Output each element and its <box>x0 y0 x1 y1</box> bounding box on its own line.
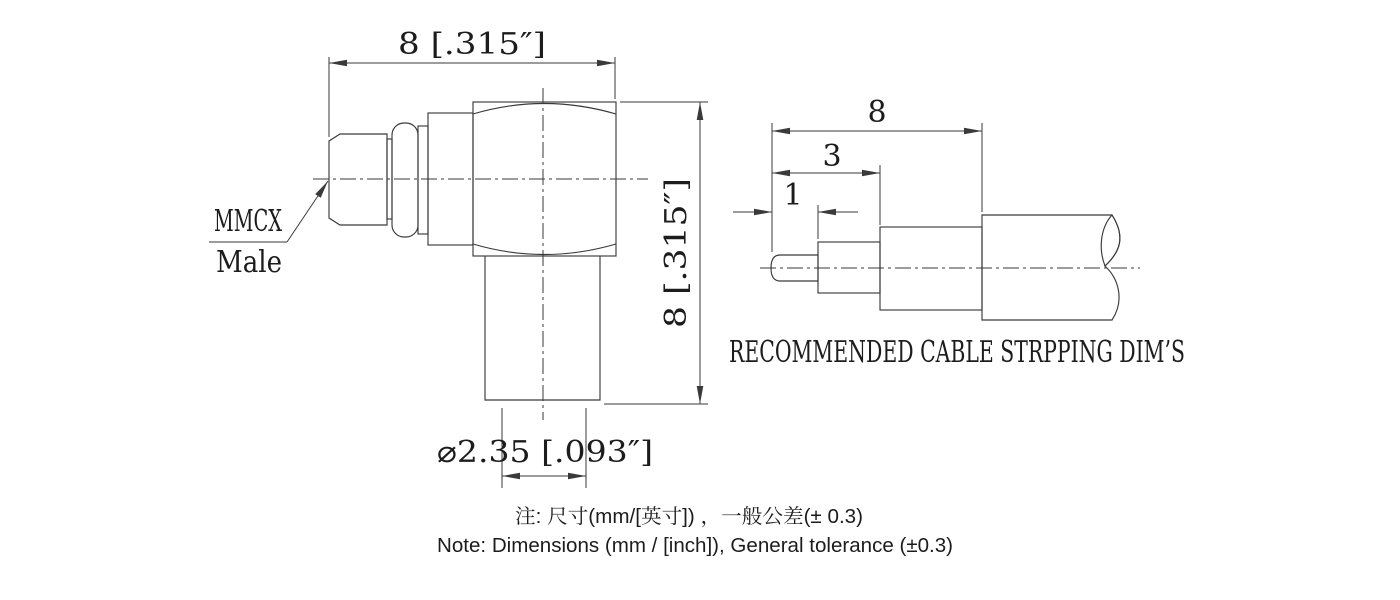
note-en: Note: Dimensions (mm / [inch]), General tolerance (±0.3) <box>437 535 953 557</box>
jacket-cut-hatch <box>1101 215 1120 266</box>
cable-caption: RECOMMENDED CABLE STRPPING DIM’S <box>729 335 1185 370</box>
strip-dim-total-label: 8 <box>867 95 887 130</box>
strip-dim-conductor-label: 1 <box>783 178 803 213</box>
coupling-ring <box>392 123 418 237</box>
connector-collar <box>418 126 428 234</box>
dim-width-label: 8 [.315″] <box>398 27 546 62</box>
cable-view-texts <box>729 95 1185 370</box>
cable-stripping-view <box>733 123 1140 320</box>
strip-dim-braid-label: 3 <box>822 139 842 174</box>
connector-type-label-line1: MMCX <box>214 204 283 239</box>
dim-diameter-label: ⌀2.35 [.093″] <box>437 435 653 470</box>
body-top-arc <box>473 104 616 115</box>
connector-front-view <box>209 57 708 488</box>
leader-line <box>287 181 328 242</box>
notes-block <box>437 505 953 557</box>
body-bottom-arc <box>473 244 616 255</box>
note-zh: 注: 尺寸(mm/[英寸]) ，一般公差(± 0.3) <box>515 506 853 528</box>
connector-type-label-line2: Male <box>216 245 282 280</box>
dim-height-label: 8 [.315″] <box>659 197 694 328</box>
